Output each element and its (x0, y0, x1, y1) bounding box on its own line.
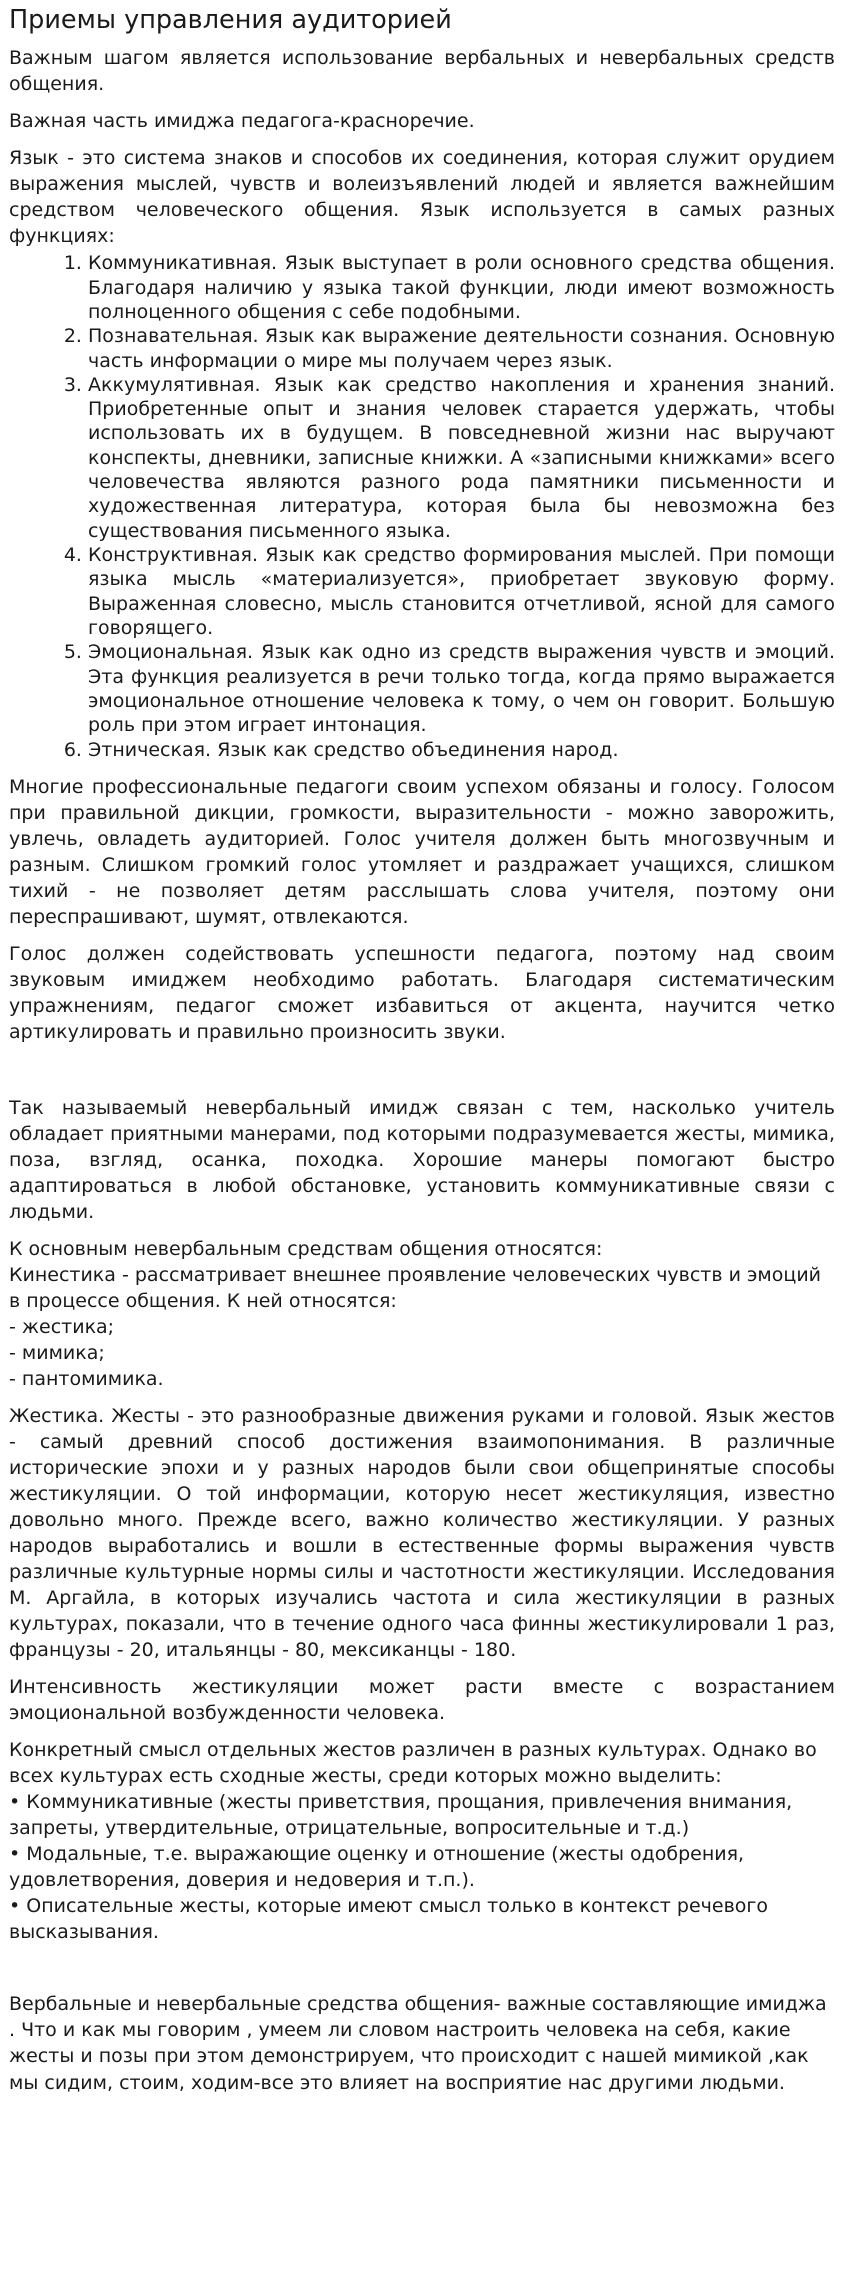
conclusion-paragraph: Вербальные и невербальные средства общения- важные составляющие имиджа . Что и как мы говорим , умеем ли словом настроить человека на себя, какие жесты и позы при этом демонстрируем, что происходит с нашей мимикой ,как мы сидим, стоим, ходим-все это влияет на восприятие нас другими людьми. (9, 1993, 827, 2094)
nonverbal-means-block (9, 1236, 835, 1392)
list-item: 2. Познавательная. Язык как выражение деятельности сознания. Основную часть информации о мире мы получаем через язык. (88, 324, 835, 373)
nonverbal-image-paragraph: Так называемый невербальный имидж связан с тем, насколько учитель обладает приятными манерами, под которыми подразумевается жесты, мимика, поза, взгляд, осанка, походка. Хорошие манеры помогают быстро адаптироваться в любой обстановке, установить коммуникативные связи с людьми. (9, 1096, 835, 1224)
culture-line: • Коммуникативные (жесты приветствия, прощания, привлечения внимания, запреты, утвердительные, отрицательные, вопросительные и т.д.) (9, 1791, 793, 1840)
language-functions-list (9, 251, 835, 762)
intensity-paragraph: Интенсивность жестикуляции может расти вместе с возрастанием эмоциональной возбужденности человека. (9, 1676, 835, 1725)
list-item: 5. Эмоциональная. Язык как одно из средств выражения чувств и эмоций. Эта функция реализуется в речи только тогда, когда прямо выражается эмоциональное отношение человека к тому, о чем он говорит. Большую роль при этом играет интонация. (88, 640, 835, 737)
means-line: К основным невербальным средствам общения относятся: (9, 1238, 603, 1261)
culture-line: • Описательные жесты, которые имеют смысл только в контекст речевого высказывания. (9, 1895, 768, 1944)
page-title: Приемы управления аудиторией (9, 5, 452, 35)
culture-gestures-block (9, 1737, 835, 1945)
list-item: 6. Этническая. Язык как средство объединения народ. (88, 738, 835, 762)
means-line: - пантомимика. (9, 1368, 164, 1391)
intro-paragraph-2: Важная часть имиджа педагога-красноречие. (9, 110, 475, 133)
list-item: 3. Аккумулятивная. Язык как средство накопления и хранения знаний. Приобретенные опыт и знания человек старается удержать, чтобы использовать их в будущем. В повседневной жизни нас выручают конспекты, дневники, записные книжки. А «записными книжками» всего человечества являются разного рода памятники письменности и художественная литература, которая была бы невозможна без существования письменного языка. (88, 373, 835, 543)
spacer (9, 1056, 835, 1095)
gestures-paragraph: Жестика. Жесты - это разнообразные движения руками и головой. Язык жестов - самый древний способ достижения взаимопонимания. В различные исторические эпохи и у разных народов были свои общепринятые способы жестикуляции. О той информации, которую несет жестикуляция, известно довольно много. Прежде всего, важно количество жестикуляции. У разных народов выработались и вошли в естественные формы выражения чувств различные культурные нормы силы и частотности жестикуляции. Исследования М. Аргайла, в которых изучались частота и сила жестикуляции в разных культурах, показали, что в течение одного часа финны жестикулировали 1 раз, французы - 20, итальянцы - 80, мексиканцы - 180. (9, 1405, 835, 1662)
means-line: - жестика; (9, 1316, 115, 1339)
intro-paragraph-1: Важным шагом является использование вербальных и невербальных средств общения. (9, 47, 835, 96)
list-item: 1. Коммуникативная. Язык выступает в роли основного средства общения. Благодаря наличию у языка такой функции, люди имеют возможность полноценного общения с себе подобными. (88, 251, 835, 324)
culture-line: Конкретный смысл отдельных жестов различен в разных культурах. Однако во всех культурах есть сходные жесты, среди которых можно выделить: (9, 1739, 817, 1788)
voice-paragraph-2: Голос должен содействовать успешности педагога, поэтому над своим звуковым имиджем необходимо работать. Благодаря систематическим упражнениям, педагог сможет избавиться от акцента, научится четко артикулировать и правильно произносить звуки. (9, 942, 835, 1043)
means-line: Кинестика - рассматривает внешнее проявление человеческих чувств и эмоций в процессе общения. К ней относятся: (9, 1264, 822, 1313)
voice-paragraph-1: Многие профессиональные педагоги своим успехом обязаны и голосу. Голосом при правильной дикции, громкости, выразительности - можно заворожить, увлечь, овладеть аудиторией. Голос учителя должен быть многозвучным и разным. Слишком громкий голос утомляет и раздражает учащихся, слишком тихий - не позволяет детям расслышать слова учителя, поэтому они переспрашивают, шумят, отвлекаются. (9, 775, 835, 928)
means-line: - мимика; (9, 1342, 105, 1365)
spacer (9, 1956, 835, 1991)
list-item: 4. Конструктивная. Язык как средство формирования мыслей. При помощи языка мысль «материализуется», приобретает звуковую форму. Выраженная словесно, мысль становится отчетливой, ясной для самого говорящего. (88, 543, 835, 640)
language-definition-paragraph: Язык - это система знаков и способов их соединения, которая служит орудием выражения мыслей, чувств и волеизъявлений людей и является важнейшим средством человеческого общения. Язык используется в самых разных функциях: (9, 147, 835, 248)
culture-line: • Модальные, т.е. выражающие оценку и отношение (жесты одобрения, удовлетворения, доверия и недоверия и т.п.). (9, 1843, 745, 1892)
